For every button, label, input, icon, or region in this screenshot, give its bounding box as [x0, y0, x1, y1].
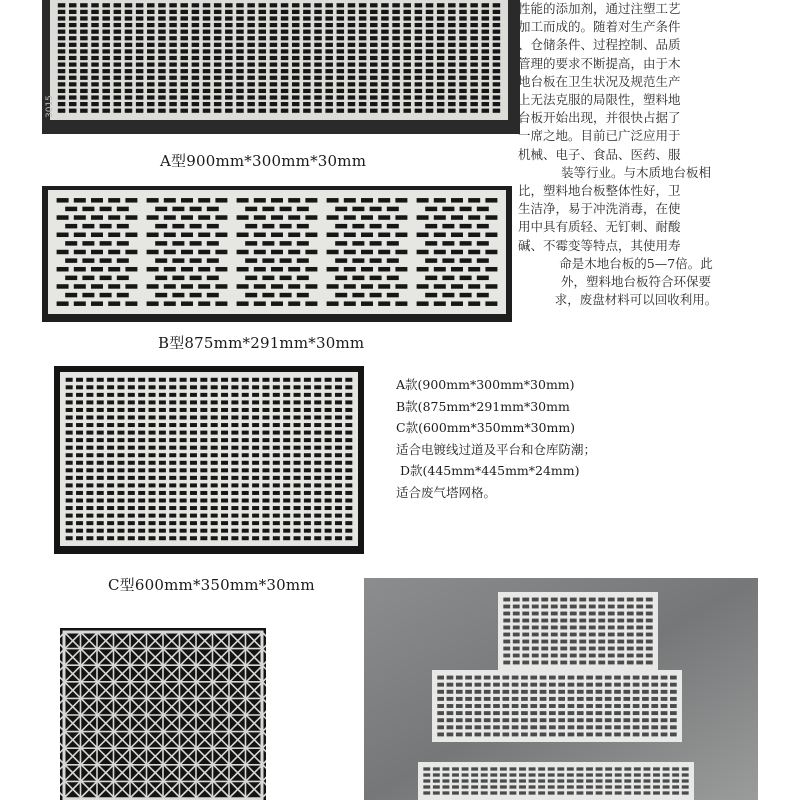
paragraph-line: 上无法克服的局限性，塑料地: [518, 92, 681, 108]
spec-d-usage: 适合废气塔网格。: [396, 484, 497, 500]
spec-c-usage: 适合电镀线过道及平台和仓库防潮；: [396, 441, 597, 457]
description-paragraph: [518, 0, 754, 309]
paragraph-line: 一席之地。目前已广泛应用于: [518, 128, 681, 144]
paragraph-line: 性能的添加剂，通过注塑工艺: [518, 1, 681, 16]
paragraph-line: 、仓储条件、过程控制、品质: [518, 37, 681, 53]
stacked-grates-photo: [364, 578, 758, 800]
spec-a: A款(900mm*300mm*30mm): [396, 377, 575, 392]
paragraph-line: 生洁净，易于冲洗消毒，在使: [518, 201, 681, 217]
spec-list: [396, 374, 596, 503]
paragraph-line: 碱、不霉变等特点，其使用寿: [518, 237, 681, 253]
paragraph-line: 求，废盘材料可以回收利用。: [554, 292, 718, 308]
paragraph-line: 装等行业。与木质地台板相: [560, 164, 711, 180]
paragraph-line: 命是木地台板的5—7倍。此: [559, 255, 713, 271]
paragraph-line: 加工而成的。随着对生产条件: [518, 19, 681, 35]
spec-b: B款(875mm*291mm*30mm: [396, 398, 570, 414]
panel-a-mark: 3015: [45, 95, 55, 118]
panel-c-photo: [54, 366, 364, 554]
paragraph-line: 管理的要求不断提高，由于木: [518, 55, 681, 71]
spec-d: D款(445mm*445mm*24mm): [400, 463, 580, 478]
paragraph-line: 机械、电子、食品、医药、服: [518, 146, 681, 162]
panel-d-photo: [60, 628, 266, 800]
paragraph-line: 比，塑料地台板整体性好，卫: [518, 183, 681, 199]
caption-panel-a: A型900mm*300mm*30mm: [160, 152, 367, 170]
paragraph-line: 用中具有质轻、无钉刺、耐酸: [518, 219, 681, 235]
spec-c: C款(600mm*350mm*30mm): [396, 420, 576, 435]
paragraph-line: 地台板在卫生状况及规范生产: [518, 73, 681, 89]
caption-panel-c: C型600mm*350mm*30mm: [108, 576, 315, 594]
caption-panel-b: B型875mm*291mm*30mm: [158, 334, 365, 352]
panel-a-photo: [42, 0, 520, 134]
paragraph-line: 台板开始出现，并很快占据了: [518, 110, 681, 126]
panel-b-photo: [42, 186, 512, 322]
paragraph-line: 外，塑料地台板符合环保要: [560, 274, 711, 290]
